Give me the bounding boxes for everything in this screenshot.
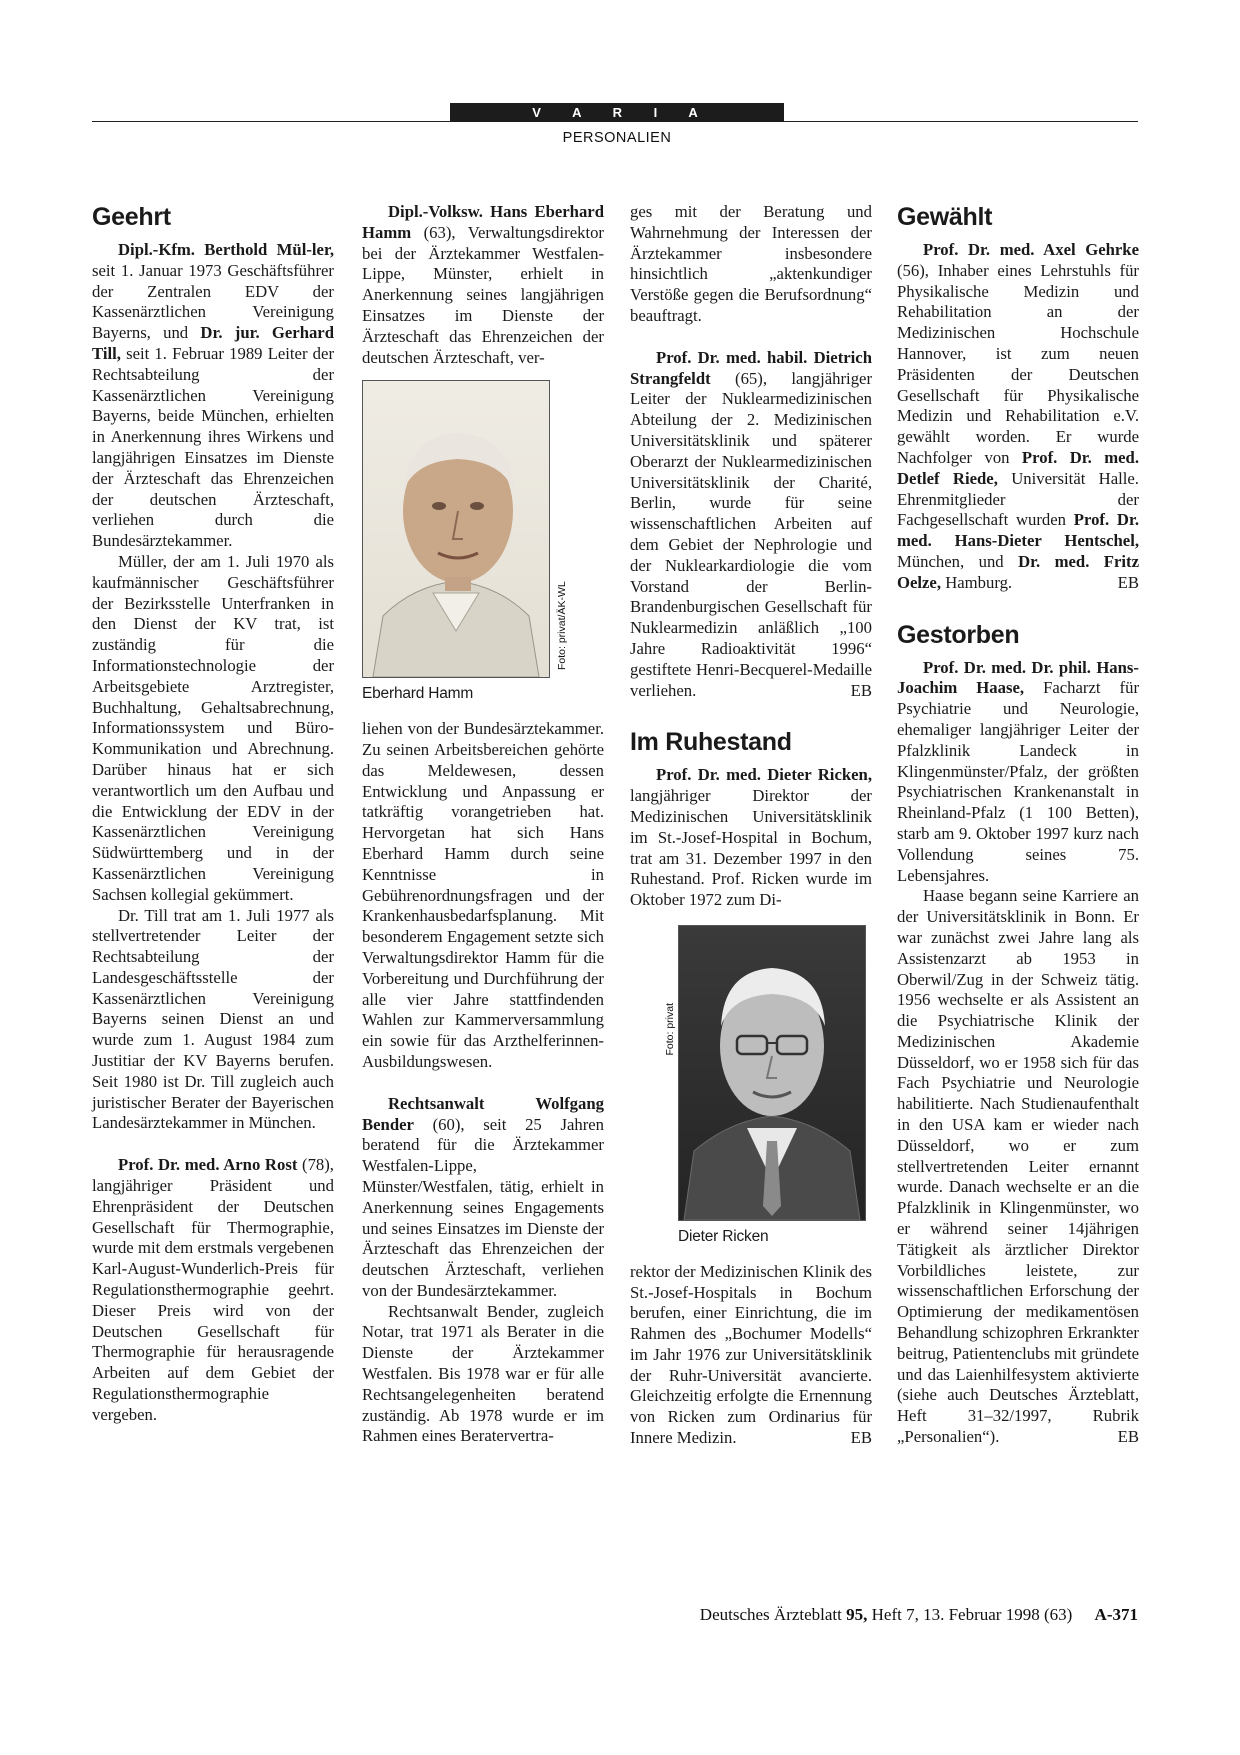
person-name: Prof. Dr. med. Axel Gehrke [923, 240, 1139, 259]
portrait-illustration [363, 381, 549, 677]
person-name: Rechtsanwalt Wolfgang Bender [362, 1093, 604, 1134]
page-number: A-371 [1094, 1605, 1138, 1624]
journal-volume: 95, [846, 1605, 868, 1624]
rubric-label: PERSONALIEN [562, 130, 672, 146]
signature-eb: EB [1117, 572, 1139, 592]
signature-eb: EB [850, 1428, 872, 1448]
photo-credit: Foto: privat [664, 1002, 676, 1056]
paragraph: Prof. Dr. med. Axel Gehrke (56), Inhaber eines Lehrstuhls für Physikalische Medizin und Rehabilitation an der Medizinischen Hochschule Hannover, ist zum neuen Präsidenten der Deutschen Gesellschaft für Physikalische Medizin und Rehabilitation e.V. gewählt worden. Er wurde Nachfolger von Prof. Dr. med. Detlef Riede, Universität Halle. Ehrenmitglieder der Fachgesellschaft wurden Prof. Dr. med. Hans-Dieter Hentschel, München, und Dr. med. Fritz Oelze, Hamburg. EB [897, 240, 1140, 592]
paragraph: Haase begann seine Karriere an der Universitätsklinik in Bonn. Er war zunächst zwei Jahre lang als Assistenzarzt ab 1953 in Oberwil/Zug in der Schweiz tätig. 1956 wechselte er als Assistent an die Psychiatrische Klinik der Medizinischen Akademie Düsseldorf, wo er 1958 sich für das Fach Psychiatrie und Neurologie habilitierte. Nach Studienaufenthalt in den USA kam er wieder nach Düsseldorf, wo er zum stellvertretenden Leiter ernannt wurde. Danach wechselte er an die Pfalzklinik in Klingenmünster, wo er während seiner 14jährigen Tätigkeit als ärztlicher Direktor Vorbildliches leistete, zur wissenschaftlichen Erforschung der Optimierung der medikamentösen Behandlung schizophren Erkrankter beitrug, Patientenclubs mit gründete und das Laienhilfesystem aktivierte (siehe auch Deutsches Ärzteblatt, Heft 31–32/1997, Rubrik „Personalien“). EB [897, 886, 1139, 1447]
photo-figure [664, 925, 872, 1248]
signature-eb: EB [850, 680, 872, 700]
heading-gewaehlt: Gewählt [897, 203, 993, 231]
paragraph: Dipl.-Kfm. Berthold Mül-ler, seit 1. Januar 1973 Geschäftsführer der Zentralen EDV der Kassenärztlichen Vereinigung Bayerns, und Dr. jur. Gerhard Till, seit 1. Februar 1989 Leiter der Rechtsabteilung der Kassenärztlichen Vereinigung Bayerns, beide München, erhielten in Anerkennung ihres Wirkens und langjährigen Einsatzes im Dienste der Ärzteschaft das Ehrenzeichen der deutschen Ärzteschaft, verliehen durch die Bundesärztekammer. [92, 240, 334, 551]
person-name: Dipl.-Kfm. Berthold Mül-ler, [118, 240, 334, 259]
paragraph: ges mit der Beratung und Wahrnehmung der Interessen der Ärztekammer insbesondere hinsichtlich „aktenkundiger Verstöße gegen die Berufsordnung“ beauftragt. [630, 202, 872, 325]
person-name: Prof. Dr. med. Dr. phil. Hans-Joachim Haase, [897, 657, 1139, 698]
person-name: Dr. med. Fritz Oelze, [897, 551, 1140, 592]
paragraph: Prof. Dr. med. Dr. phil. Hans-Joachim Haase, Facharzt für Psychiatrie und Neurologie, ehemaliger langjähriger Leiter der Pfalzklinik Landeck in Klingenmünster/Pfalz, der größten Psychiatrischen Krankenanstalt in Rheinland-Pfalz (1 100 Betten), starb am 9. Oktober 1997 kurz nach Vollendung seines 75. Lebensjahres. [897, 657, 1139, 885]
paragraph: Rechtsanwalt Bender, zugleich Notar, trat 1971 als Berater in die Dienste der Ärztekammer Westfalen. Bis 1978 war er für alle Rechtsangelegenheiten beratend zuständig. Ab 1978 wurde er im Rahmen eines Beratervertra- [362, 1301, 604, 1446]
heading-gestorben: Gestorben [897, 620, 1020, 649]
person-name: Prof. Dr. med. Detlef Riede, [897, 447, 1139, 488]
paragraph: rektor der Medizinischen Klinik des St.-Josef-Hospitals in Bochum berufen, einer Einrichtung, die im Rahmen des „Bochumer Modells“ im Jahr 1976 zur Universitätsklinik der Ruhr-Universität avancierte. Gleichzeitig erfolgte die Ernennung von Ricken zum Ordinarius für Innere Medizin. EB [630, 1261, 872, 1448]
heading-geehrt: Geehrt [92, 203, 171, 231]
photo-credit: Foto: privat/ÄK-WL [556, 581, 568, 671]
paragraph: liehen von der Bundesärztekammer. Zu seinen Arbeitsbereichen gehörte das Meldewesen, dessen Entwicklung und Anpassung er tatkräftig vorangetrieben hat. Hervorgetan hat sich Hans Eberhard Hamm durch seine Kenntnisse in Gebührenordnungsfragen und der Krankenhausbedarfsplanung. Mit besonderem Engagement setzte sich Verwaltungsdirektor Hamm für die Vorbereitung und Durchführung der alle vier Jahre stattfindenden Wahlen zur Kammerversammlung ein sowie für das Arzthelferinnen-Ausbildungswesen. [362, 719, 604, 1071]
column-2 [362, 202, 604, 1447]
person-name: Prof. Dr. med. Dieter Ricken, [656, 765, 872, 785]
portrait-illustration [679, 926, 865, 1220]
journal-name: Deutsches Ärzteblatt [699, 1605, 842, 1624]
column-1 [92, 202, 334, 1426]
paragraph: Dipl.-Volksw. Hans Eberhard Hamm (63), Verwaltungsdirektor bei der Ärztekammer Westfalen-Lippe, Münster, erhielt in Anerkennung seines langjährigen Einsatzes im Dienste der Ärzteschaft das Ehrenzeichen der deutschen Ärzteschaft, ver- [362, 202, 604, 367]
person-name: Dr. jur. Gerhard Till, [92, 323, 334, 363]
person-name: Dipl.-Volksw. Hans Eberhard Hamm [362, 202, 604, 242]
person-name: Prof. Dr. med. habil. Dietrich Strangfeldt [630, 347, 872, 388]
journal-issue: Heft 7, 13. Februar 1998 (63) [871, 1605, 1073, 1624]
person-name: Prof. Dr. med. Arno Rost [118, 1155, 298, 1175]
paragraph: Dr. Till trat am 1. Juli 1977 als stellvertretender Leiter der Rechtsabteilung der Landesgeschäftsstelle der Kassenärztlichen Vereinigung Bayerns seinen Dienst an und wurde zum 1. August 1984 zum Justitiar der KV Bayerns berufen. Seit 1980 ist Dr. Till zugleich auch juristischer Berater der Bayerischen Landesärztekammer in München. [92, 905, 334, 1133]
paragraph: Prof. Dr. med. Dieter Ricken, langjähriger Direktor der Medizinischen Universitätsklinik im St.-Josef-Hospital in Bochum, trat am 31. Dezember 1997 in den Ruhestand. Prof. Ricken wurde im Oktober 1972 zum Di- [630, 765, 872, 910]
paragraph: Rechtsanwalt Wolfgang Bender (60), seit 25 Jahren beratend für die Ärztekammer Westfalen-Lippe, Münster/Westfalen, tätig, erhielt in Anerkennung seines Engagements und seines Einsatzes im Dienste der Ärzteschaft das Ehrenzeichen der deutschen Ärzteschaft, verliehen von der Bundesärztekammer. [362, 1093, 604, 1300]
column-3 [630, 202, 872, 1449]
section-label: V A R I A [450, 103, 784, 122]
paragraph: Prof. Dr. med. Arno Rost (78), langjähriger Präsident und Ehrenpräsident der Deutschen Gesellschaft für Thermographie, wurde mit dem erstmals vergebenen Karl-August-Wunderlich-Preis für Regulationsthermographie geehrt. Dieser Preis wird von der Deutschen Gesellschaft für Thermographie für herausragende Arbeiten auf dem Gebiet der Regulationsthermographie vergeben. [92, 1155, 334, 1424]
paragraph: Müller, der am 1. Juli 1970 als kaufmännischer Geschäftsführer der Bezirksstelle Unterfranken in den Dienst der KV trat, ist zuständig für die Informationstechnologie der Arbeitsgebiete Arztregister, Buchhaltung, Gehaltsabrechnung, Informationssystem und Büro-Kommunikation und Abrechnung. Darüber hinaus hat er sich verantwortlich um den Aufbau und die Entwicklung der EDV in der Kassenärztlichen Vereinigung Südwürttemberg und in der Kassenärztlichen Vereinigung Sachsen kollegial gekümmert. [92, 551, 334, 904]
portrait-photo [678, 925, 866, 1221]
photo-caption: Dieter Ricken [678, 1227, 769, 1245]
photo-figure [362, 380, 604, 705]
person-name: Prof. Dr. med. Hans-Dieter Hentschel, [897, 510, 1139, 551]
paragraph: Prof. Dr. med. habil. Dietrich Strangfeldt (65), langjähriger Leiter der Nuklearmedizinischen Abteilung der 2. Medizinischen Universitätsklinik und späterer Oberarzt der Nuklearmedizinischen Universitätsklinik der Charité, Berlin, wurde für seine wissenschaftlichen Arbeiten auf dem Gebiet der Nephrologie und der Nuklearkardiologie die vom Vorstand der Berlin-Brandenburgischen Gesellschaft für Nuklearmedizin anläßlich „100 Jahre Radioaktivität 1996“ gestiftete Henri-Becquerel-Medaille verliehen. EB [630, 347, 872, 700]
heading-ruhestand: Im Ruhestand [630, 728, 792, 757]
signature-eb: EB [1117, 1427, 1139, 1447]
photo-caption: Eberhard Hamm [362, 685, 474, 703]
portrait-photo [362, 380, 550, 678]
column-4 [897, 202, 1139, 1448]
page-footer [560, 1605, 1138, 1625]
